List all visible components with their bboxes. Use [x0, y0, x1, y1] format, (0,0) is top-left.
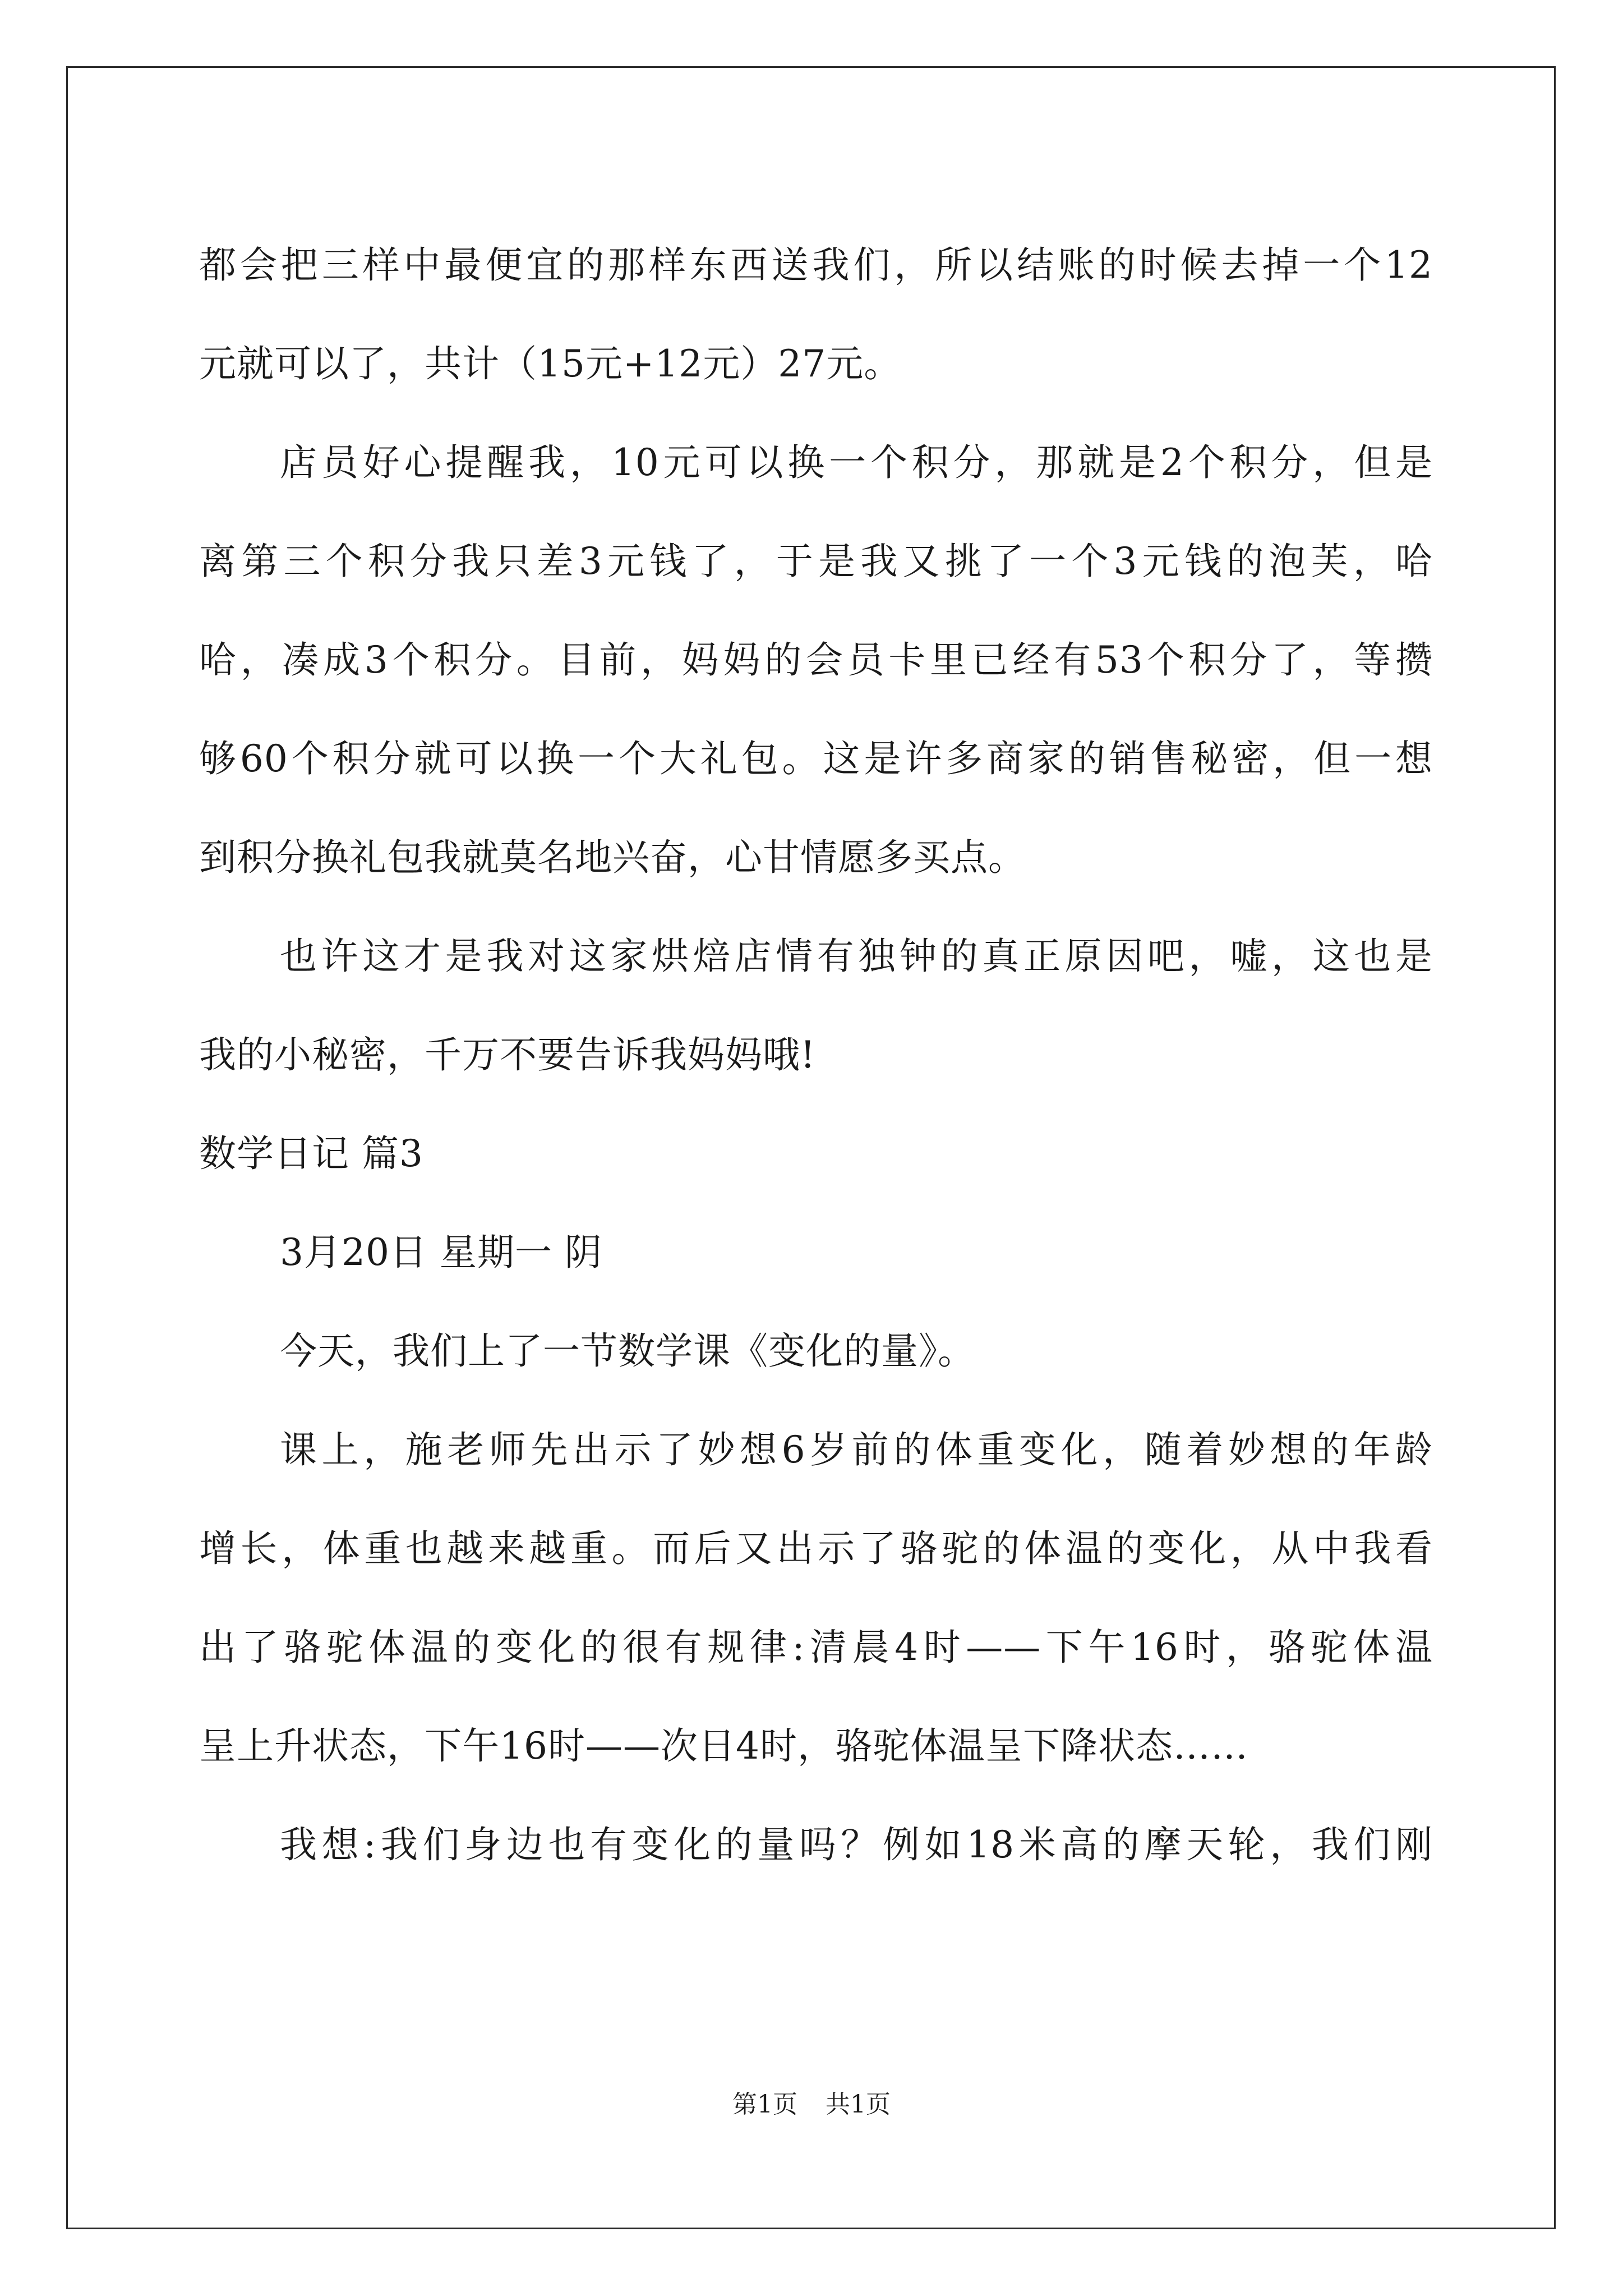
text-line: 元就可以了，共计（15元+12元）27元。: [199, 342, 902, 385]
text-line: 哈，凑成3个积分。目前，妈妈的会员卡里已经有53个积分了，等攒: [199, 638, 1433, 682]
page-footer: [0, 2084, 1623, 2120]
date-line: 3月20日 星期一 阴: [280, 1231, 602, 1274]
text-line: 都会把三样中最便宜的那样东西送我们，所以结账的时候去掉一个12: [199, 243, 1433, 287]
text-line: 也许这才是我对这家烘焙店情有独钟的真正原因吧，嘘，这也是: [280, 935, 1433, 978]
text-line: 够60个积分就可以换一个大礼包。这是许多商家的销售秘密，但一想: [199, 737, 1433, 780]
text-line: 出了骆驼体温的变化的很有规律:清晨4时——下午16时，骆驼体温: [199, 1626, 1433, 1669]
page-number: 第1页: [732, 2090, 797, 2119]
text-line: 离第三个积分我只差3元钱了，于是我又挑了一个3元钱的泡芙，哈: [199, 540, 1433, 583]
text-line: 店员好心提醒我，10元可以换一个积分，那就是2个积分，但是: [280, 441, 1433, 484]
text-line: 呈上升状态，下午16时——次日4时，骆驼体温呈下降状态……: [199, 1724, 1248, 1768]
text-line: 增长，体重也越来越重。而后又出示了骆驼的体温的变化，从中我看: [199, 1527, 1433, 1570]
text-line: 我的小秘密，千万不要告诉我妈妈哦!: [199, 1033, 816, 1076]
text-line: 我想:我们身边也有变化的量吗？例如18米高的摩天轮，我们刚: [280, 1823, 1433, 1866]
page-total: 共1页: [826, 2090, 891, 2119]
text-line: 到积分换礼包我就莫名地兴奋，心甘情愿多买点。: [199, 836, 1026, 879]
text-line: 今天，我们上了一节数学课《变化的量》。: [280, 1329, 975, 1373]
section-heading: 数学日记 篇3: [199, 1132, 423, 1175]
text-line: 课上，施老师先出示了妙想6岁前的体重变化，随着妙想的年龄: [280, 1428, 1433, 1471]
document-body: [199, 216, 1433, 1894]
